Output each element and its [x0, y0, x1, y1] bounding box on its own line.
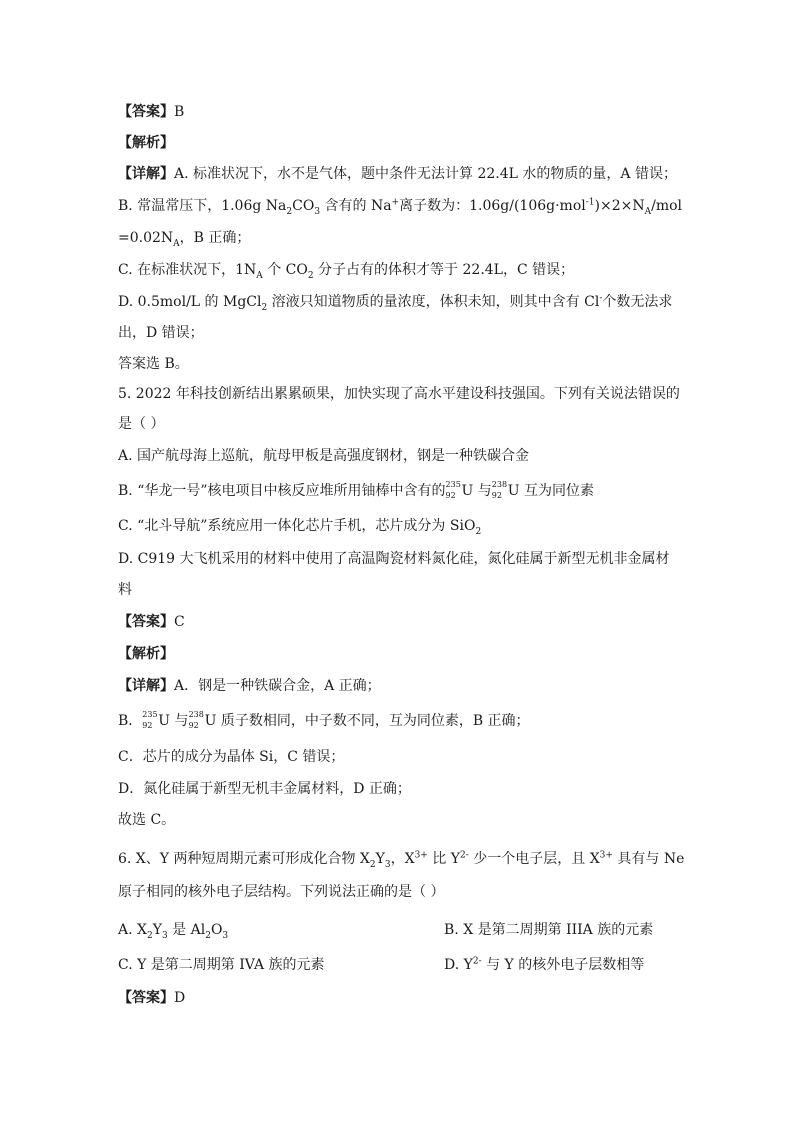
q4-detail-d-cont: 出，D 错误； — [118, 325, 204, 341]
q5-detail-b: B． 235 92 U 与 238 92 U 质子数相同，中子数不同，互为同位素，B 正确； — [118, 710, 530, 730]
q6-option-c: C. Y 是第二周期第 IVA 族的元素 — [118, 957, 325, 973]
q4-detail-a: 【详解】A. 标准状况下，水不是气体，题中条件无法计算 22.4L 水的物质的量，A 错误； — [118, 166, 677, 182]
q5-analysis-label: 【解析】 — [118, 646, 174, 662]
q5-option-c: C. “北斗导航”系统应用一体化芯片手机，芯片成分为 SiO$_2$ — [118, 518, 482, 537]
q6-option-a: A. $X_2Y_3$ 是 $Al_2O_3$ — [118, 922, 229, 941]
q5-answer-line: 【答案】C — [118, 614, 185, 630]
q5-stem-line1: 5. 2022 年科技创新结出累累硕果，加快实现了高水平建设科技强国。下列有关说法错误的 — [118, 386, 680, 402]
isotope-u235: 235 92 — [445, 480, 461, 500]
q4-detail-b: B. 常温常压下，1.06g $Na_2CO_3$ 含有的 Na+离子数为：$1.06g/(106g\cdot mol^{-1})\times 2\times N_A$/mol — [118, 197, 683, 217]
q5-choose: 故选 C。 — [118, 812, 176, 828]
q4-analysis-label: 【解析】 — [118, 135, 174, 151]
q4-detail-b-cont: $=0.02N_A$，B 正确； — [118, 230, 251, 249]
q5-detail-d: D．氮化硅属于新型无机丰金属材料，D 正确； — [118, 781, 411, 797]
isotope-u238: 238 92 — [188, 710, 204, 730]
q6-stem-line1: 6. X、Y 两种短周期元素可形成化合物 $X_2Y_3$，$X^{3+}$ 比 $Y^{2-}$ 少一个电子层，且 $X^{3+}$ 具有与 Ne — [118, 850, 685, 870]
isotope-u238: 238 92 — [491, 480, 508, 500]
q5-detail-c: C．芯片的成分为晶体 Si，C 错误； — [118, 749, 345, 765]
q5-stem-line2: 是（ ） — [118, 416, 165, 432]
q6-option-b: B. X 是第二周期第 IIIA 族的元素 — [444, 922, 654, 938]
q6-option-d: D. $Y^{2-}$ 与 Y 的核外电子层数相等 — [444, 956, 645, 973]
q6-answer-line: 【答案】D — [118, 990, 186, 1006]
q4-choose: 答案选 B。 — [118, 356, 189, 372]
q5-option-a: A. 国产航母海上巡航，航母甲板是高强度钢材，钢是一种铁碳合金 — [118, 448, 530, 464]
q5-detail-a: 【详解】A．钢是一种铁碳合金，A 正确； — [118, 678, 381, 694]
q4-detail-d: D. 0.5mol/L 的 MgCl$_2$ 溶液只知道物质的量浓度，体积未知，则其中含有 Cl-个数无法求 — [118, 293, 673, 313]
q4-detail-c: C. 在标准状况下，$1N_A$ 个 $CO_2$ 分子占有的体积才等于 22.4L，C 错误； — [118, 262, 575, 281]
isotope-u235: 235 92 — [142, 710, 158, 730]
q5-option-d: D. C919 大飞机采用的材料中使用了高温陶瓷材料氮化硅，氮化硅属于新型无机非金属材 — [118, 551, 670, 567]
q6-stem-line2: 原子相同的核外电子层结构。下列说法正确的是（ ） — [118, 884, 445, 900]
q5-option-d-cont: 料 — [118, 582, 132, 598]
q4-answer-line: 【答案】B — [118, 104, 185, 120]
q5-option-b: B. “华龙一号”核电项目中核反应堆所用铀棒中含有的 235 92 U 与 238 92 U 互为同位素 — [118, 480, 595, 500]
